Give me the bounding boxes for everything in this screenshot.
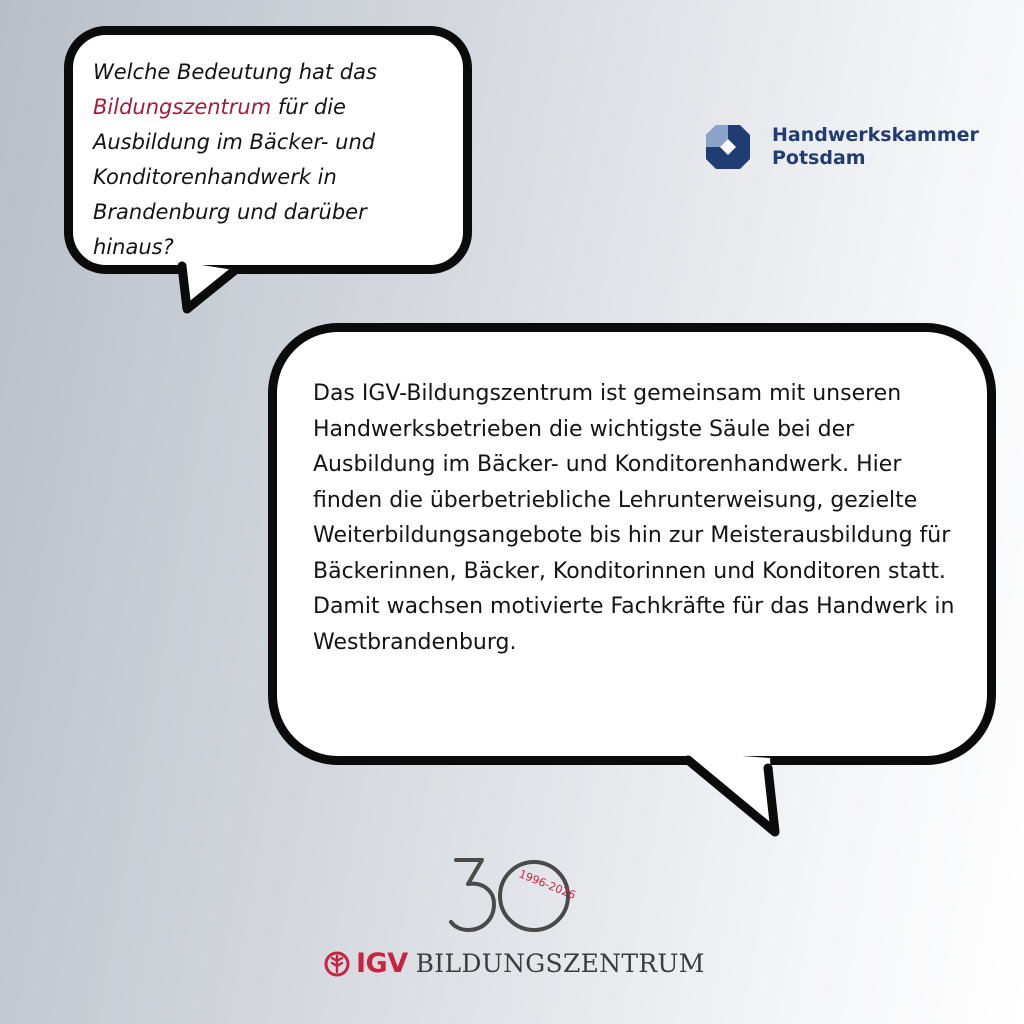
answer-bubble-tail <box>680 752 790 842</box>
igv-brand: IGV <box>356 948 408 979</box>
question-text <box>93 55 443 265</box>
hwk-name <box>772 124 979 170</box>
igv-logo <box>324 948 705 979</box>
question-highlight: Bildungszentrum <box>93 95 272 119</box>
question-bubble-tail <box>170 262 250 322</box>
answer-bubble <box>268 323 996 765</box>
hwk-name-line1: Handwerkskammer <box>772 124 979 146</box>
jubilee-30-logo <box>448 854 578 934</box>
jubilee-years: 1996-2026 <box>516 867 578 902</box>
hwk-emblem-icon <box>706 125 750 169</box>
hwk-name-line2: Potsdam <box>772 147 866 169</box>
igv-wheat-icon <box>324 951 350 977</box>
answer-text: Das IGV-Bildungszentrum ist gemeinsam mit unseren Handwerksbetrieben die wichtigste Säule bei der Ausbildung im Bäcker- und Konditorenhandwerk. Hier finden die überbetriebliche Lehrunterweisung, gezielte Weiterbildungsangebote bis hin zur Meisterausbildung für Bäckerinnen, Bäcker, Konditorinnen und Konditoren statt. Damit wachsen motivierte Fachkräfte für das Handwerk in Westbrandenburg. <box>313 381 955 655</box>
question-text-start: Welche Bedeutung hat das <box>93 60 377 84</box>
handwerkskammer-logo <box>706 124 979 170</box>
igv-subtitle: BILDUNGSZENTRUM <box>415 949 705 978</box>
question-bubble <box>64 26 472 274</box>
question-text-end: für die Ausbildung im Bäcker- und Konditorenhandwerk in Brandenburg und darüber hinaus? <box>93 95 376 259</box>
